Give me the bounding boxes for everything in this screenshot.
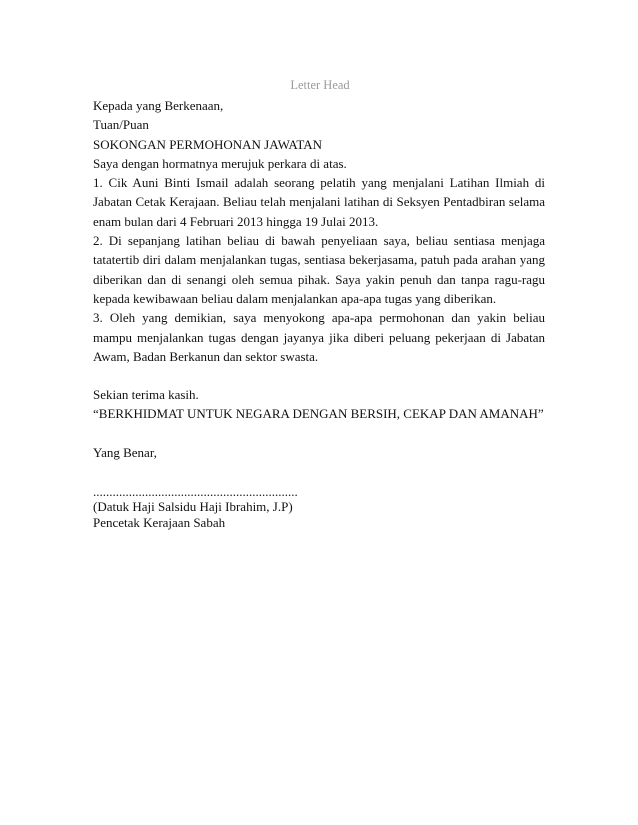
motto: “BERKHIDMAT UNTUK NEGARA DENGAN BERSIH, CEKAP DAN AMANAH” bbox=[93, 406, 544, 422]
salutation: Tuan/Puan bbox=[93, 117, 149, 133]
signatory-name: (Datuk Haji Salsidu Haji Ibrahim, J.P) bbox=[93, 499, 293, 515]
letter-body bbox=[93, 78, 545, 531]
signature-line: ............................................................... bbox=[93, 485, 298, 500]
spacer bbox=[93, 462, 545, 481]
intro-line: Saya dengan hormatnya merujuk perkara di atas. bbox=[93, 155, 347, 171]
spacer bbox=[93, 366, 545, 385]
paragraph-1: 1. Cik Auni Binti Ismail adalah seorang pelatih yang menjalani Latihan Ilmiah di Jabatan Cetak Kerajaan. Beliau telah menjalani latihan di Seksyen Pentadbiran selama enam bulan dari 4 Februari 2013 hingga 19 Julai 2013. bbox=[93, 175, 545, 229]
paragraph-2: 2. Di sepanjang latihan beliau di bawah penyeliaan saya, beliau sentiasa menjaga tatatertib diri dalam menjalankan tugas, sentiasa bekerjasama, patuh pada arahan yang diberikan dan di senangi oleh semua pihak. Saya yakin penuh dan tanpa ragu-ragu kepada kewibawaan beliau dalam menjalankan apa-apa tugas yang diberikan. bbox=[93, 233, 545, 306]
letter-head: Letter Head bbox=[290, 78, 350, 92]
greeting: Kepada yang Berkenaan, bbox=[93, 98, 224, 113]
spacer bbox=[93, 424, 545, 443]
closing: Yang Benar, bbox=[93, 444, 157, 460]
paragraph-3: 3. Oleh yang demikian, saya menyokong apa-apa permohonan dan yakin beliau mampu menjalankan tugas dengan jayanya jika diberi peluang pekerjaan di Jabatan Awam, Badan Berkanun dan sektor swasta. bbox=[93, 310, 545, 364]
subject-heading: SOKONGAN PERMOHONAN JAWATAN bbox=[93, 136, 323, 152]
thanks-line: Sekian terima kasih. bbox=[93, 387, 199, 403]
signatory-title: Pencetak Kerajaan Sabah bbox=[93, 515, 226, 531]
